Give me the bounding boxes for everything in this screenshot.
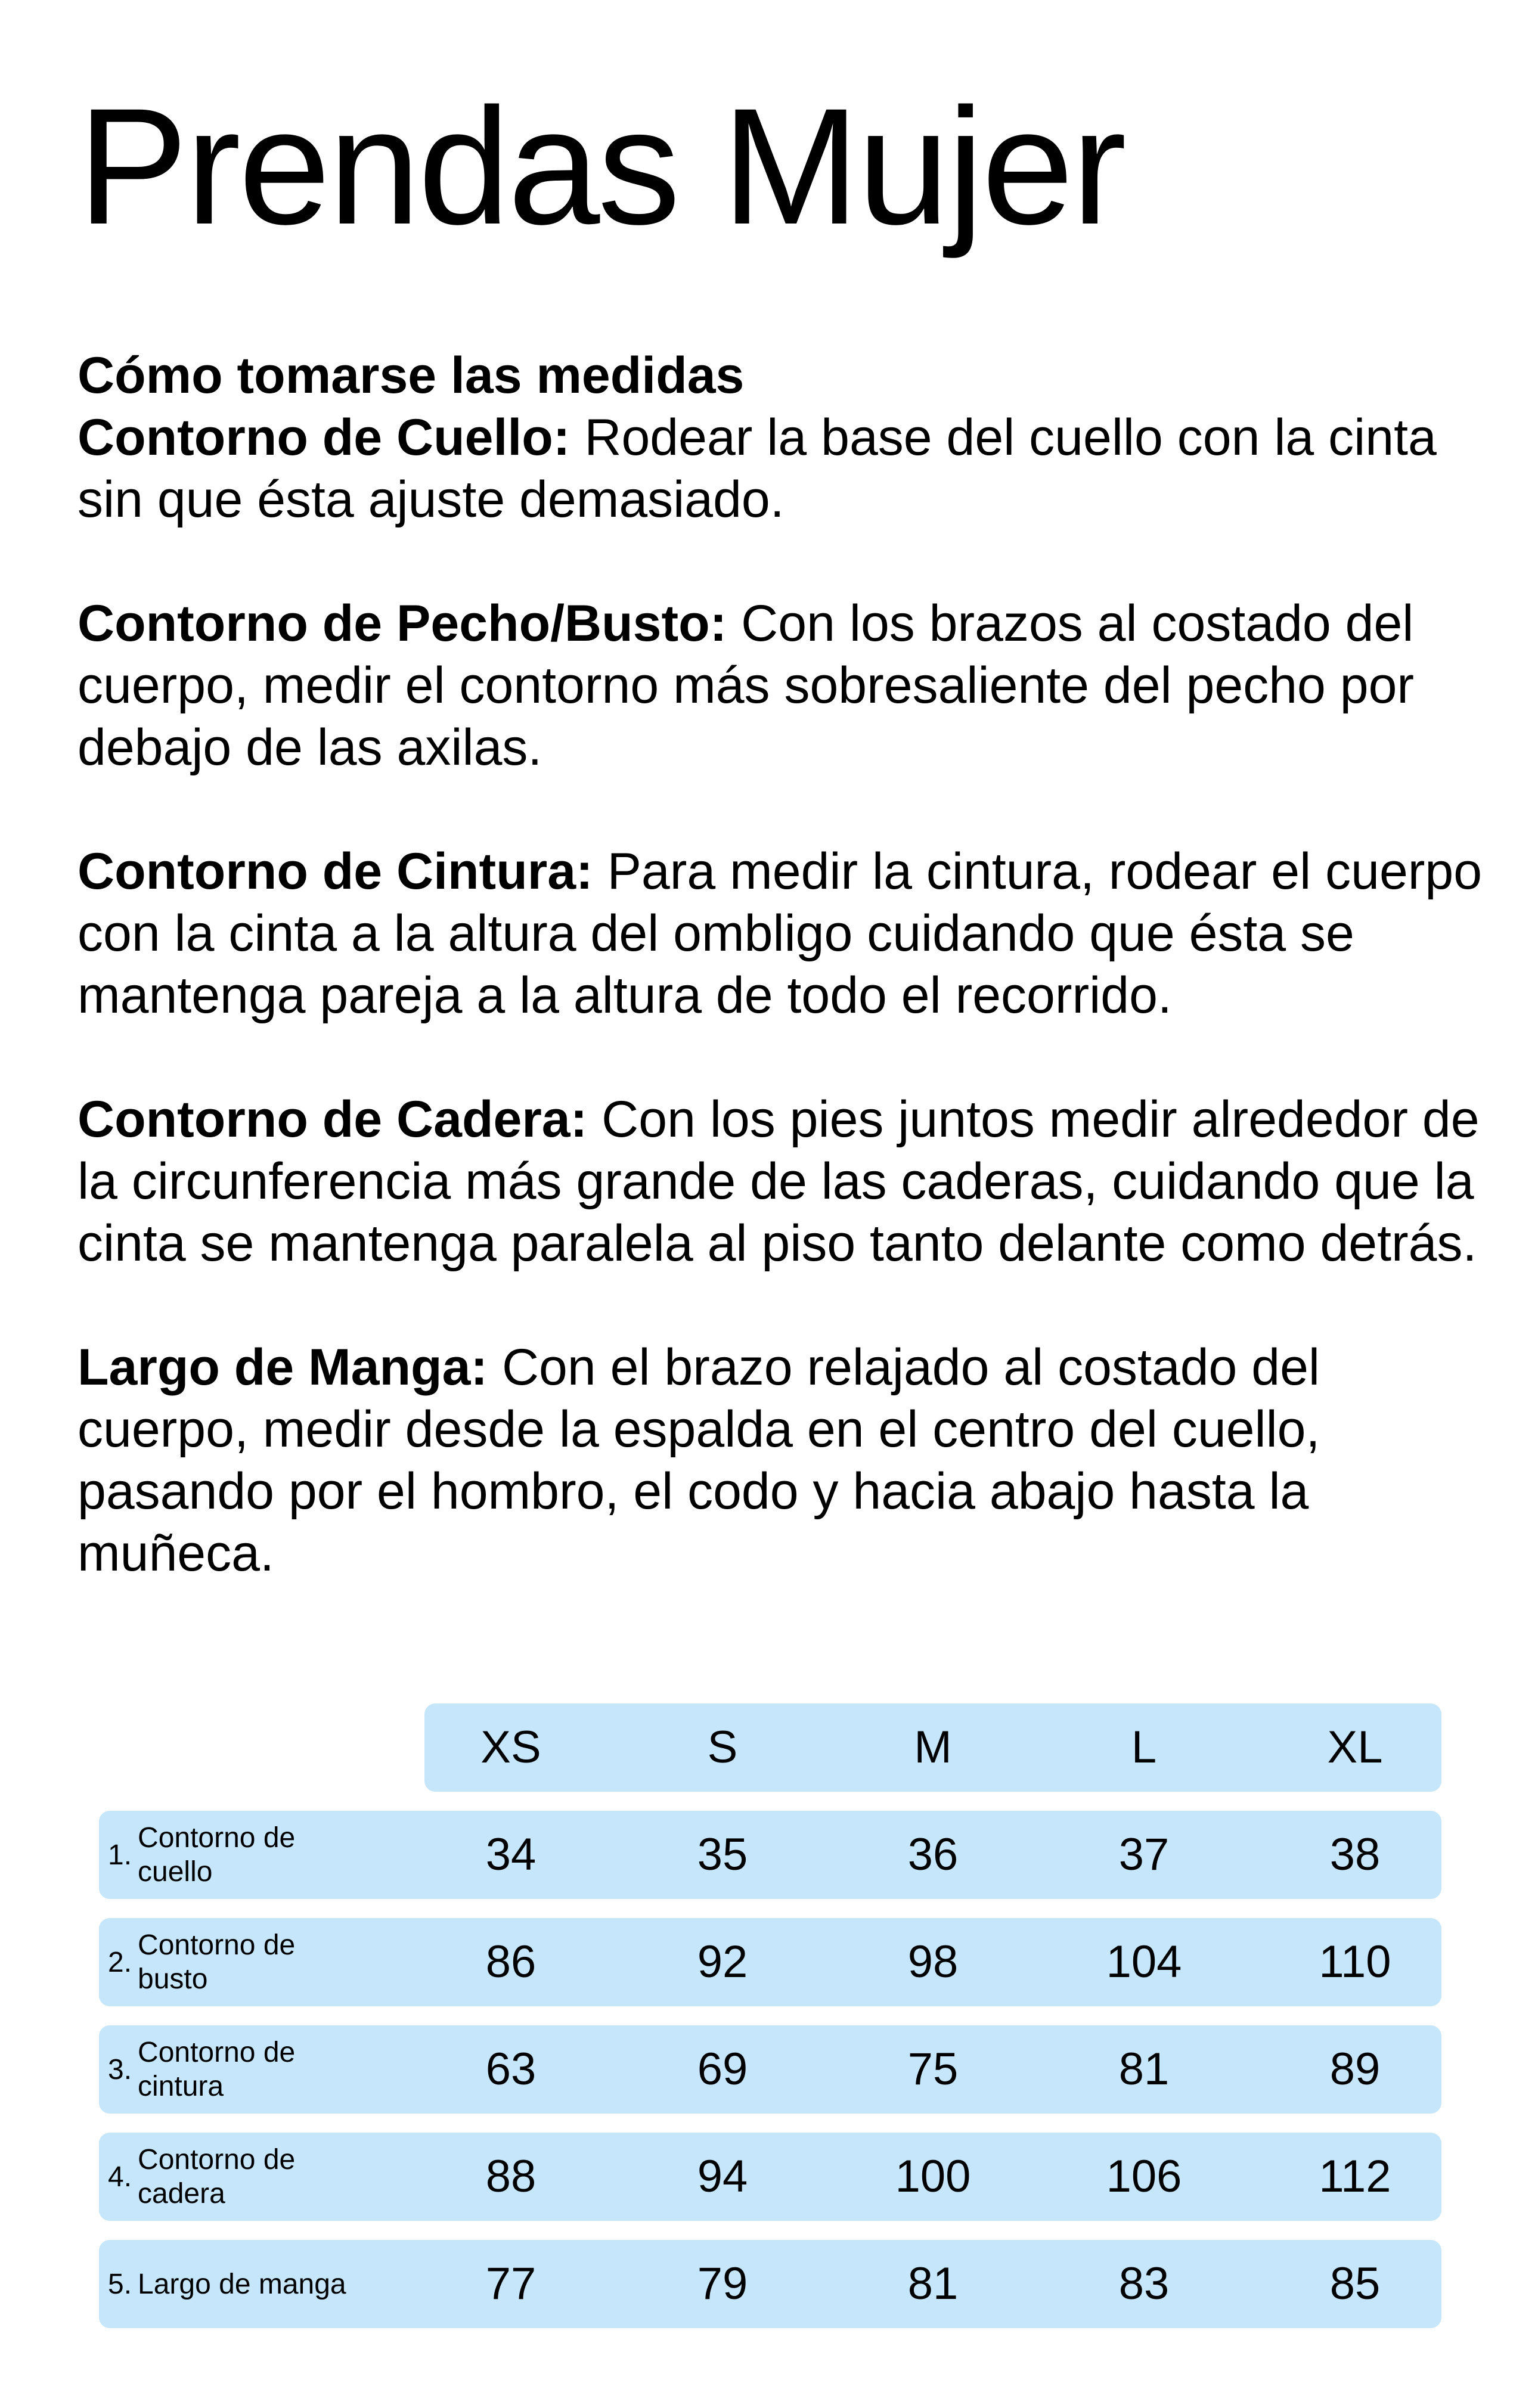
size-table-header (424, 1703, 1441, 1792)
value-xs: 63 (485, 2044, 537, 2094)
row-label-text: Contorno de cuello (138, 1822, 296, 1888)
instruction-text: Con los brazos al costado del cuerpo, medir el contorno más sobresaliente del pecho por debajo de las axilas. (77, 595, 1415, 776)
instruction-text: Con el brazo relajado al costado del cuerpo, medir desde la espalda en el centro del cuello, pasando por el hombro, el codo y hacia abajo hasta la muñeca. (77, 1339, 1320, 1582)
value-l: 37 (1118, 1829, 1170, 1880)
value-xl: 112 (1319, 2151, 1391, 2202)
row-label-text: Contorno de busto (138, 1929, 296, 1995)
value-xl: 89 (1329, 2044, 1381, 2094)
measurement-instructions (77, 345, 1484, 1646)
value-l: 104 (1106, 1937, 1182, 1987)
value-xl: 110 (1319, 1937, 1391, 1987)
value-s: 35 (697, 1829, 748, 1880)
table-row-sleeve (99, 2240, 1441, 2328)
row-number: 3. (108, 2053, 132, 2086)
value-xs: 86 (485, 1937, 537, 1987)
value-xl: 85 (1329, 2258, 1381, 2309)
value-l: 106 (1106, 2151, 1182, 2202)
row-label-text: Contorno de cintura (138, 2037, 296, 2102)
instruction-text: Con los pies juntos medir alrededor de la circunferencia más grande de las caderas, cuidando que la cinta se mantenga paralela al piso tanto delante como detrás. (77, 1091, 1480, 1272)
row-number: 2. (108, 1946, 132, 1978)
size-header-l: L (1131, 1722, 1157, 1773)
value-s: 69 (697, 2044, 748, 2094)
value-m: 81 (907, 2258, 959, 2309)
instruction-term: Contorno de Cuello: (77, 409, 570, 466)
value-s: 94 (697, 2151, 748, 2202)
value-xs: 34 (485, 1829, 537, 1880)
size-header-xs: XS (480, 1722, 541, 1773)
row-label (108, 2025, 418, 2114)
row-label-text: Largo de manga (138, 2268, 346, 2300)
instruction-text: Para medir la cintura, rodear el cuerpo con la cinta a la altura del ombligo cuidando que ésta se mantenga pareja a la altura de todo el recorrido. (77, 843, 1483, 1024)
value-m: 75 (907, 2044, 959, 2094)
row-label (108, 2133, 418, 2221)
row-number: 4. (108, 2161, 132, 2193)
row-number: 5. (108, 2268, 132, 2300)
value-l: 81 (1118, 2044, 1170, 2094)
value-l: 83 (1118, 2258, 1170, 2309)
instruction-text: Rodear la base del cuello con la cinta sin que ésta ajuste demasiado. (77, 409, 1437, 528)
instruction-neck (77, 406, 1484, 530)
row-label (108, 1811, 418, 1899)
row-label (108, 1918, 418, 2006)
instruction-term: Contorno de Cadera: (77, 1091, 588, 1148)
value-m: 36 (907, 1829, 959, 1880)
instruction-term: Largo de Manga: (77, 1339, 488, 1396)
row-number: 1. (108, 1839, 132, 1871)
table-row-neck (99, 1811, 1441, 1899)
row-label-text: Contorno de cadera (138, 2144, 296, 2210)
value-s: 92 (697, 1937, 748, 1987)
value-xs: 88 (485, 2151, 537, 2202)
size-header-m: M (914, 1722, 952, 1773)
instruction-term: Contorno de Cintura: (77, 843, 593, 900)
value-m: 98 (907, 1937, 959, 1987)
page-title: Prendas Mujer (77, 73, 1124, 259)
instructions-heading: Cómo tomarse las medidas (77, 347, 745, 404)
table-row-waist (99, 2025, 1441, 2114)
instruction-sleeve (77, 1336, 1484, 1584)
size-header-xl: XL (1327, 1722, 1383, 1773)
instruction-hip (77, 1088, 1484, 1274)
table-row-bust (99, 1918, 1441, 2006)
instruction-chest (77, 592, 1484, 778)
table-row-hip (99, 2133, 1441, 2221)
row-label (108, 2240, 418, 2328)
size-header-s: S (707, 1722, 738, 1773)
value-xs: 77 (485, 2258, 537, 2309)
value-xl: 38 (1329, 1829, 1381, 1880)
instruction-term: Contorno de Pecho/Busto: (77, 595, 727, 652)
value-m: 100 (895, 2151, 971, 2202)
value-s: 79 (697, 2258, 748, 2309)
instruction-waist (77, 840, 1484, 1026)
